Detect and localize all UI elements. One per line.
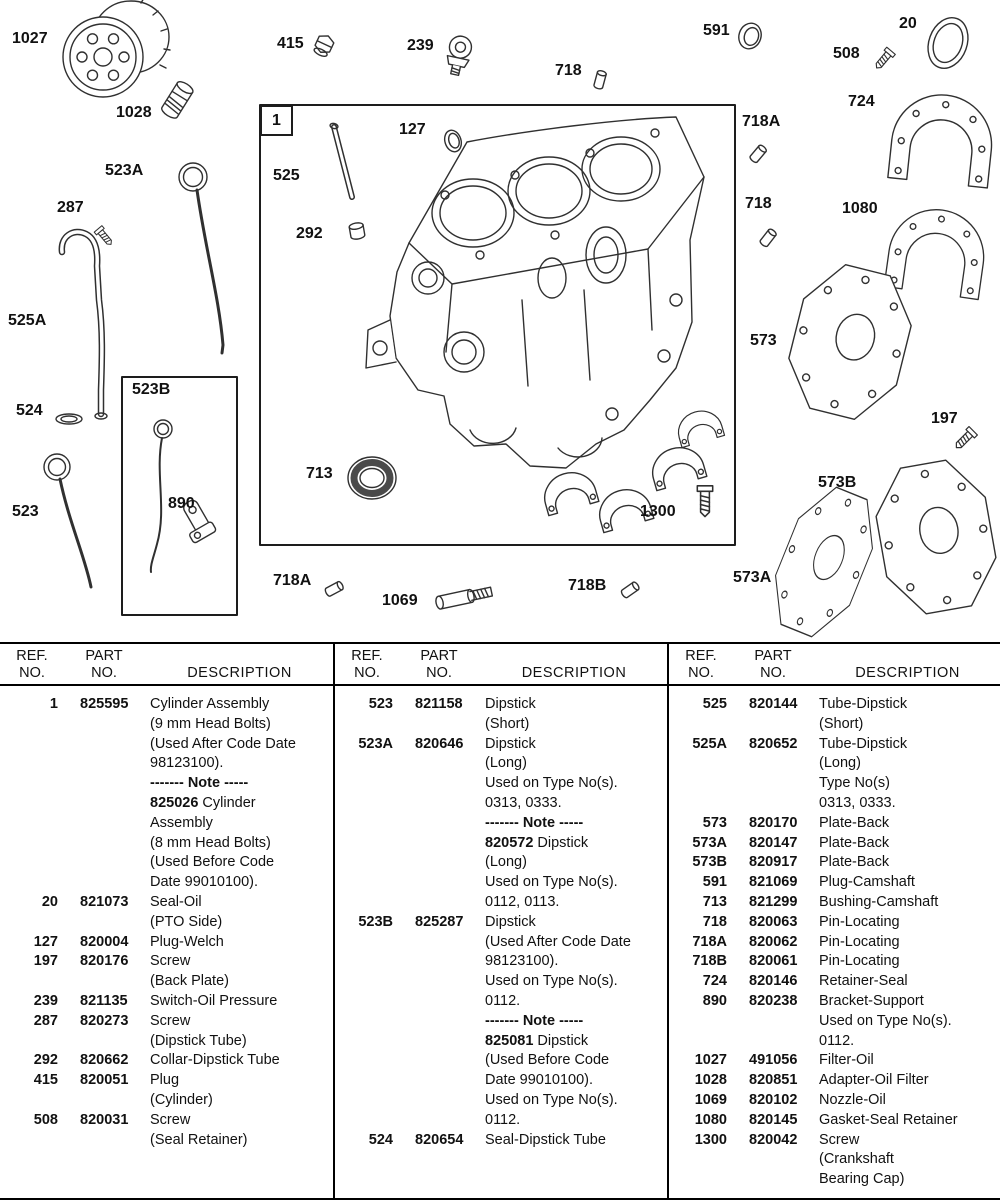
- description-line: (Long): [819, 755, 861, 772]
- plug-camshaft: [736, 20, 765, 52]
- description-cell: [819, 1091, 1000, 1111]
- ref-no-cell: 573A: [692, 834, 727, 851]
- table-row: [335, 695, 667, 735]
- ref-no-cell: 197: [33, 953, 58, 970]
- pin-locating-718-top: [593, 70, 606, 90]
- part-no-cell: 820062: [749, 933, 798, 950]
- description-cell: [819, 814, 1000, 834]
- description-line: Bushing-Camshaft: [819, 893, 939, 910]
- oil-filter: [63, 0, 170, 97]
- description-line: Screw: [150, 1012, 191, 1029]
- part-no-cell: 820170: [749, 814, 798, 831]
- table-row: [335, 735, 667, 913]
- ref-no-cell: 890: [702, 992, 727, 1009]
- table-row: [669, 913, 1000, 933]
- description-line: Collar-Dipstick Tube: [150, 1052, 280, 1069]
- part-no-cell: 825287: [415, 913, 464, 930]
- dipstick-short: [44, 454, 91, 587]
- description-cell: [150, 1012, 333, 1052]
- description-line: 820572 Dipstick: [485, 834, 589, 851]
- description-line: ------- Note -----: [150, 775, 249, 792]
- description-cell: [150, 992, 333, 1012]
- pin-locating-718b: [620, 581, 640, 599]
- part-no-cell: 491056: [749, 1052, 798, 1069]
- collar-dipstick-tube: [349, 222, 366, 240]
- part-label-573: 573: [750, 332, 777, 349]
- description-cell: [819, 1111, 1000, 1131]
- part-no-cell: 820031: [80, 1111, 129, 1128]
- part-label-287: 287: [57, 199, 84, 216]
- description-cell: [150, 893, 333, 933]
- description-line: Adapter-Oil Filter: [819, 1072, 929, 1089]
- plug-cylinder: [312, 33, 335, 59]
- part-label-591: 591: [703, 22, 730, 39]
- description-line: Switch-Oil Pressure: [150, 992, 278, 1009]
- part-no-cell: 820176: [80, 953, 129, 970]
- ref-no-cell: 718A: [692, 933, 727, 950]
- ref-no-cell: 20: [41, 893, 58, 910]
- description-line: Pin-Locating: [819, 913, 900, 930]
- ref-no-header: REF. NO.: [16, 648, 48, 681]
- ref-no-cell: 718: [702, 913, 727, 930]
- description-line: Date 99010100).: [150, 874, 259, 891]
- table-row: [335, 913, 667, 1131]
- part-label-1080: 1080: [842, 200, 878, 217]
- seal-oil: [921, 12, 974, 74]
- tube-dipstick-long: [62, 232, 107, 419]
- part-label-718B: 718B: [568, 577, 607, 594]
- description-line: Pin-Locating: [819, 933, 900, 950]
- figure-523b-box-border: [122, 377, 237, 615]
- table-row: [0, 1012, 333, 1052]
- part-label-127: 127: [399, 121, 426, 138]
- part-no-cell: 821135: [80, 992, 128, 1009]
- ref-no-cell: 573B: [692, 854, 727, 871]
- cylinder-block-assembly: [366, 117, 704, 468]
- screw-back-plate: [952, 427, 977, 452]
- description-line: Used on Type No(s).: [819, 1012, 952, 1029]
- description-line: (Back Plate): [150, 973, 229, 990]
- parts-table-column-1: [0, 644, 333, 1198]
- description-line: ------- Note -----: [485, 814, 584, 831]
- description-line: (Short): [819, 715, 864, 732]
- bearing-cap: [539, 467, 599, 516]
- ref-no-cell: 718B: [692, 953, 727, 970]
- part-label-197: 197: [931, 410, 958, 427]
- ref-no-cell: 523B: [358, 913, 393, 930]
- part-no-cell: 820144: [749, 696, 798, 712]
- table-row: [0, 1111, 333, 1151]
- description-line: (Crankshaft: [819, 1151, 894, 1168]
- description-line: Date 99010100).: [485, 1072, 594, 1089]
- table-body-2: [335, 686, 667, 1150]
- table-row: [0, 933, 333, 953]
- ref-no-cell: 525A: [692, 735, 727, 752]
- plug-welch: [442, 128, 464, 154]
- part-no-cell: 820273: [80, 1012, 129, 1029]
- part-no-cell: 820145: [749, 1111, 798, 1128]
- part-label-523: 523: [12, 503, 39, 520]
- ref-no-cell: 523A: [358, 735, 393, 752]
- description-line: 0313, 0333.: [485, 794, 562, 811]
- description-line: (Long): [485, 854, 527, 871]
- ref-no-cell: 524: [368, 1131, 393, 1148]
- description-line: Used on Type No(s).: [485, 973, 618, 990]
- description-line: Bracket-Support: [819, 992, 924, 1009]
- description-cell: [150, 1111, 333, 1151]
- table-row: [0, 893, 333, 933]
- part-no-cell: 821299: [749, 893, 798, 910]
- description-line: Pin-Locating: [819, 953, 900, 970]
- pin-locating-718a-bottom: [324, 581, 344, 597]
- description-line: (Used After Code Date: [150, 735, 296, 752]
- table-row: [0, 1051, 333, 1071]
- description-line: 0112.: [485, 992, 521, 1009]
- part-no-header: PART NO.: [85, 648, 123, 681]
- parts-table: [0, 642, 1000, 1200]
- bracket-support: [175, 497, 217, 544]
- ref-no-cell: 713: [702, 893, 727, 910]
- description-cell: [150, 1051, 333, 1071]
- part-label-718A: 718A: [273, 572, 312, 589]
- retainer-seal: [888, 90, 997, 188]
- description-line: Used on Type No(s).: [485, 874, 618, 891]
- bushing-camshaft: [348, 457, 396, 499]
- description-cell: [819, 1071, 1000, 1091]
- description-line: 0112.: [485, 1111, 521, 1128]
- part-label-718: 718: [745, 195, 772, 212]
- description-cell: [819, 1051, 1000, 1071]
- table-row: [0, 1071, 333, 1111]
- description-line: 825026 Cylinder: [150, 794, 256, 811]
- ref-no-cell: 292: [33, 1052, 58, 1069]
- bearing-cap: [647, 442, 707, 491]
- part-label-525A: 525A: [8, 312, 47, 329]
- ref-no-cell: 724: [702, 973, 727, 990]
- description-line: ------- Note -----: [485, 1012, 584, 1029]
- part-label-1028: 1028: [116, 104, 152, 121]
- description-line: Gasket-Seal Retainer: [819, 1111, 958, 1128]
- bearing-cap: [594, 484, 654, 533]
- description-cell: [819, 972, 1000, 992]
- description-line: (Long): [485, 755, 527, 772]
- part-label-724: 724: [848, 93, 875, 110]
- description-cell: [819, 695, 1000, 735]
- description-cell: [485, 695, 667, 735]
- description-line: Screw: [150, 1111, 191, 1128]
- description-line: Plug-Camshaft: [819, 874, 915, 891]
- part-no-cell: 820238: [749, 992, 798, 1009]
- description-cell: [819, 933, 1000, 953]
- part-label-415: 415: [277, 35, 304, 52]
- ref-no-cell: 1069: [694, 1091, 727, 1108]
- description-cell: [819, 834, 1000, 854]
- description-cell: [819, 735, 1000, 814]
- part-label-573A: 573A: [733, 569, 772, 586]
- part-no-cell: 820917: [749, 854, 798, 871]
- description-line: Plate-Back: [819, 814, 890, 831]
- description-line: Used on Type No(s).: [485, 1091, 618, 1108]
- table-row: [335, 1131, 667, 1151]
- part-no-header: PART NO.: [754, 648, 792, 681]
- table-row: [0, 952, 333, 992]
- part-no-cell: 820004: [80, 933, 129, 950]
- part-label-525: 525: [273, 167, 300, 184]
- part-label-573B: 573B: [818, 474, 857, 491]
- description-line: Dipstick: [485, 735, 536, 752]
- description-line: 0112, 0113.: [485, 893, 560, 910]
- plate-back-573a: [759, 479, 888, 642]
- description-cell: [819, 1131, 1000, 1190]
- table-row: [669, 972, 1000, 992]
- description-cell: [150, 695, 333, 893]
- table-row: [669, 1131, 1000, 1190]
- table-row: [0, 992, 333, 1012]
- part-label-718A: 718A: [742, 113, 781, 130]
- parts-table-column-2: [333, 644, 667, 1198]
- figure-1-label: 1: [260, 105, 293, 136]
- ref-no-cell: 1: [49, 696, 58, 712]
- description-line: Seal-Dipstick Tube: [485, 1131, 606, 1148]
- description-cell: [150, 952, 333, 992]
- description-line: Type No(s): [819, 775, 890, 792]
- oil-filter-adapter: [160, 79, 195, 120]
- description-line: Screw: [819, 1131, 860, 1148]
- part-no-cell: 820654: [415, 1131, 464, 1148]
- plate-back-573b: [869, 455, 1000, 620]
- tube-dipstick-short: [329, 123, 352, 197]
- description-line: Tube-Dipstick: [819, 696, 908, 712]
- part-no-cell: 820063: [749, 913, 798, 930]
- part-label-1027: 1027: [12, 30, 48, 47]
- table-row: [0, 695, 333, 893]
- description-line: 98123100).: [485, 953, 559, 970]
- description-line: 825081 Dipstick: [485, 1032, 589, 1049]
- pin-locating-718a: [749, 144, 768, 164]
- description-line: (PTO Side): [150, 913, 223, 930]
- description-line: Seal-Oil: [150, 893, 202, 910]
- description-line: (Dipstick Tube): [150, 1032, 247, 1049]
- part-label-1300: 1300: [640, 503, 676, 520]
- description-line: Retainer-Seal: [819, 973, 908, 990]
- description-line: Used on Type No(s).: [485, 775, 618, 792]
- seal-dipstick-tube: [56, 414, 82, 424]
- table-row: [669, 1051, 1000, 1071]
- description-line: (8 mm Head Bolts): [150, 834, 271, 851]
- part-label-292: 292: [296, 225, 323, 242]
- part-no-cell: 820102: [749, 1091, 798, 1108]
- ref-no-cell: 525: [702, 696, 727, 712]
- part-no-cell: 820662: [80, 1052, 129, 1069]
- part-no-cell: 821073: [80, 893, 129, 910]
- table-row: [669, 1091, 1000, 1111]
- description-cell: [819, 952, 1000, 972]
- part-label-524: 524: [16, 402, 43, 419]
- table-row: [669, 853, 1000, 873]
- figure-523b-label: 523B: [129, 381, 173, 399]
- table-header: [669, 644, 1000, 686]
- description-line: (Used After Code Date: [485, 933, 631, 950]
- description-line: Plug-Welch: [150, 933, 224, 950]
- part-label-508: 508: [833, 45, 860, 62]
- description-cell: [150, 933, 333, 953]
- table-row: [669, 933, 1000, 953]
- description-header: DESCRIPTION: [855, 665, 960, 681]
- description-line: Nozzle-Oil: [819, 1091, 886, 1108]
- description-cell: [819, 992, 1000, 1051]
- description-line: Tube-Dipstick: [819, 735, 908, 752]
- description-line: Cylinder Assembly: [150, 696, 270, 712]
- ref-no-cell: 127: [33, 933, 58, 950]
- description-line: (9 mm Head Bolts): [150, 715, 271, 732]
- part-no-cell: 821158: [415, 696, 463, 712]
- table-row: [669, 834, 1000, 854]
- ref-no-cell: 1028: [694, 1072, 727, 1089]
- description-line: Plug: [150, 1072, 180, 1089]
- description-cell: [819, 913, 1000, 933]
- part-no-cell: 821069: [749, 874, 798, 891]
- description-line: (Cylinder): [150, 1091, 213, 1108]
- description-cell: [485, 1131, 667, 1151]
- table-row: [669, 814, 1000, 834]
- ref-no-header: REF. NO.: [685, 648, 717, 681]
- ref-no-header: REF. NO.: [351, 648, 383, 681]
- dipstick-523b: [151, 420, 172, 572]
- part-no-cell: 820147: [749, 834, 798, 851]
- part-no-cell: 820652: [749, 735, 798, 752]
- part-no-cell: 820851: [749, 1072, 798, 1089]
- part-no-cell: 820646: [415, 735, 464, 752]
- description-cell: [819, 873, 1000, 893]
- ref-no-cell: 287: [33, 1012, 58, 1029]
- ref-no-cell: 1027: [694, 1052, 727, 1069]
- description-header: DESCRIPTION: [521, 665, 627, 681]
- description-cell: [150, 1071, 333, 1111]
- part-no-cell: 820042: [749, 1131, 798, 1148]
- table-row: [669, 735, 1000, 814]
- part-label-713: 713: [306, 465, 333, 482]
- part-no-cell: 820061: [749, 953, 798, 970]
- part-label-20: 20: [899, 15, 917, 32]
- dipstick-long: [179, 163, 223, 353]
- table-row: [669, 1071, 1000, 1091]
- part-no-cell: 825595: [80, 696, 129, 712]
- ref-no-cell: 591: [702, 874, 727, 891]
- description-line: Bearing Cap): [819, 1171, 905, 1188]
- nozzle-oil: [435, 585, 493, 609]
- table-row: [669, 695, 1000, 735]
- description-cell: [485, 913, 667, 1131]
- description-line: Screw: [150, 953, 191, 970]
- description-line: 98123100).: [150, 755, 224, 772]
- table-row: [669, 1111, 1000, 1131]
- part-label-718: 718: [555, 62, 582, 79]
- part-label-1069: 1069: [382, 592, 418, 609]
- description-line: Filter-Oil: [819, 1052, 874, 1069]
- description-line: Plate-Back: [819, 834, 890, 851]
- description-line: (Used Before Code: [485, 1052, 610, 1069]
- table-header: [335, 644, 667, 686]
- parts-table-column-3: [667, 644, 1000, 1198]
- table-body-1: [0, 686, 333, 1150]
- ref-no-cell: 523: [368, 696, 393, 712]
- part-label-239: 239: [407, 37, 434, 54]
- description-cell: [485, 735, 667, 913]
- part-no-cell: 820051: [80, 1072, 129, 1089]
- ref-no-cell: 239: [33, 992, 58, 1009]
- part-no-cell: 820146: [749, 973, 798, 990]
- description-line: 0313, 0333.: [819, 794, 896, 811]
- oil-pressure-switch: [444, 34, 474, 77]
- table-header: [0, 644, 333, 686]
- pin-locating-718: [759, 228, 777, 248]
- description-line: Assembly: [150, 814, 213, 831]
- description-line: (Short): [485, 715, 530, 732]
- part-label-890: 890: [168, 495, 195, 512]
- table-row: [669, 893, 1000, 913]
- screw-seal-retainer: [872, 47, 895, 71]
- table-row: [669, 952, 1000, 972]
- part-label-523A: 523A: [105, 162, 144, 179]
- ref-no-cell: 1300: [694, 1131, 727, 1148]
- ref-no-cell: 508: [33, 1111, 58, 1128]
- description-line: Dipstick: [485, 913, 536, 930]
- table-row: [669, 873, 1000, 893]
- gasket-seal-retainer: [884, 204, 990, 300]
- screw-crankshaft-bearing-cap: [697, 486, 712, 517]
- description-line: (Seal Retainer): [150, 1131, 248, 1148]
- bearing-cap: [674, 406, 725, 448]
- table-body-3: [669, 686, 1000, 1190]
- description-cell: [819, 853, 1000, 873]
- description-header: DESCRIPTION: [187, 665, 292, 681]
- ref-no-cell: 573: [702, 814, 727, 831]
- table-row: [669, 992, 1000, 1051]
- description-line: 0112.: [819, 1032, 855, 1049]
- description-line: Dipstick: [485, 696, 536, 712]
- part-no-header: PART NO.: [420, 648, 458, 681]
- description-cell: [819, 893, 1000, 913]
- ref-no-cell: 415: [33, 1072, 58, 1089]
- description-line: Plate-Back: [819, 854, 890, 871]
- ref-no-cell: 1080: [694, 1111, 727, 1128]
- description-line: (Used Before Code: [150, 854, 275, 871]
